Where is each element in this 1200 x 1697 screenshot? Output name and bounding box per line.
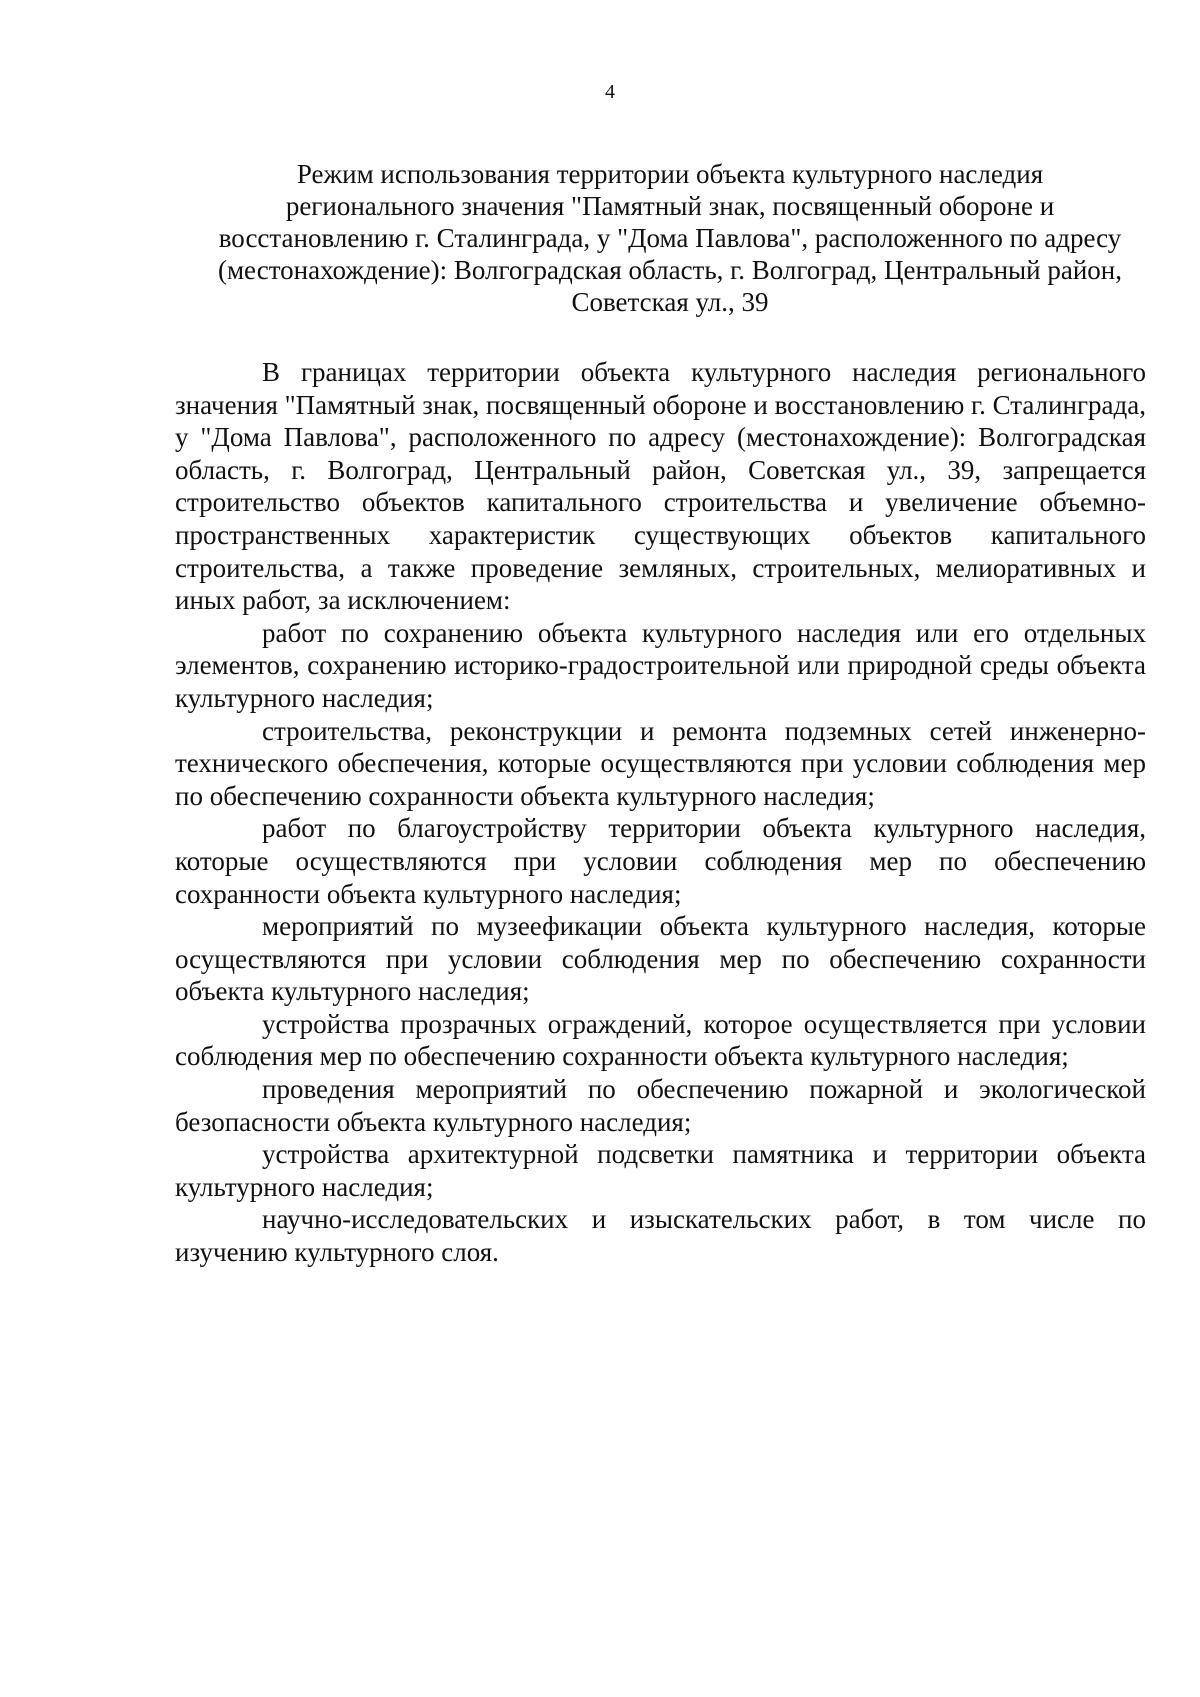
- exception-item: проведения мероприятий по обеспечению пожарной и экологической безопасности объекта культурного наследия;: [175, 1074, 1146, 1137]
- exception-item: научно-исследовательских и изыскательских работ, в том числе по изучению культурного слоя.: [175, 1204, 1146, 1268]
- title-line: восстановлению г. Сталинграда, у "Дома Павлова", расположенного по адресу: [218, 223, 1122, 253]
- exception-item: строительства, реконструкции и ремонта подземных сетей инженерно-технического обеспечения, которые осуществляются при условии соблюдения мер по обеспечению сохранности объекта культурного наследия;: [175, 715, 1146, 811]
- title-line: Режим использования территории объекта культурного наследия: [296, 159, 1044, 189]
- document-body: [175, 356, 1146, 1269]
- exception-item: устройства прозрачных ограждений, которое осуществляется при условии соблюдения мер по обеспечению сохранности объекта культурного наследия;: [175, 1008, 1146, 1072]
- exception-item: работ по благоустройству территории объекта культурного наследия, которые осуществляются при условии соблюдения мер по обеспечению сохранности объекта культурного наследия;: [175, 813, 1146, 909]
- exception-item: работ по сохранению объекта культурного наследия или его отдельных элементов, сохранению историко-градостроительной или природной среды объекта культурного наследия;: [175, 617, 1146, 713]
- exception-item: устройства архитектурной подсветки памятника и территории объекта культурного наследия;: [175, 1139, 1146, 1202]
- page-number: 4: [605, 81, 615, 103]
- exception-item: мероприятий по музеефикации объекта культурного наследия, которые осуществляются при условии соблюдения мер по обеспечению сохранности объекта культурного наследия;: [175, 911, 1146, 1007]
- title-line: регионального значения "Памятный знак, посвященный обороне и: [285, 191, 1055, 221]
- title-line: Советская ул., 39: [571, 287, 769, 317]
- intro-paragraph: В границах территории объекта культурного наследия регионального значения "Памятный знак, посвященный обороне и восстановлению г. Сталинграда, у "Дома Павлова", расположенного по адресу (местонахождение): Волгоградская область, г. Волгоград, Центральный район, Советская ул., 39, запрещается строительство объектов капитального строительства и увеличение объемно-пространственных характеристик существующих объектов капитального строительства, а также проведение земляных, строительных, мелиоративных и иных работ, за исключением:: [175, 357, 1146, 616]
- title-line: (местонахождение): Волгоградская область, г. Волгоград, Центральный район,: [217, 255, 1123, 285]
- document-title: [170, 158, 1170, 318]
